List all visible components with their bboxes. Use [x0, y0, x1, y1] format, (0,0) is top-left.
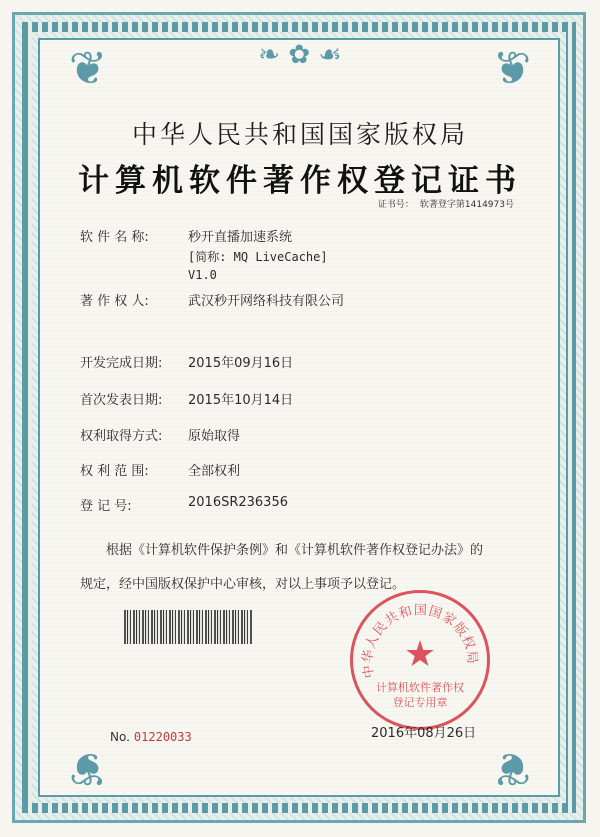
- corner-flourish-icon: ❦: [68, 41, 108, 95]
- scope-value: 全部权利: [188, 464, 241, 479]
- owner-label: 著 作 权 人:: [80, 294, 149, 309]
- software-name-row: [80, 226, 328, 282]
- serial-number: [110, 730, 192, 744]
- corner-flourish-icon: ❦: [492, 742, 532, 796]
- corner-flourish-icon: ❦: [68, 742, 108, 796]
- registration-number-row: [80, 495, 288, 514]
- official-seal: [350, 590, 490, 730]
- acquire-method-label: 权利取得方式:: [80, 429, 163, 444]
- barcode-image: [124, 610, 252, 644]
- registration-number-label: 登 记 号:: [80, 499, 132, 514]
- certificate-title: 计算机软件著作权登记证书: [78, 163, 522, 199]
- completion-date-row: [80, 352, 293, 371]
- software-name: 秒开直播加速系统: [188, 230, 293, 245]
- owner-value: 武汉秒开网络科技有限公司: [188, 294, 345, 309]
- software-name-label: 软 件 名 称:: [80, 230, 149, 245]
- seal-star-icon: ★: [403, 634, 437, 675]
- statement-line-1: 根据《计算机软件保护条例》和《计算机软件著作权登记办法》的: [106, 543, 484, 558]
- serial-number-value: 01220033: [133, 730, 192, 744]
- statement-line-2: 规定，经中国版权保护中心审核，对以上事项予以登记。: [80, 577, 406, 592]
- seal-line-2: 登记专用章: [392, 696, 448, 709]
- software-short-name: [简称: MQ LiveCache]: [188, 250, 328, 264]
- acquire-method-row: [80, 425, 240, 444]
- seal-line-1: 计算机软件著作权: [376, 681, 464, 694]
- publish-date-value: 2015年10月14日: [188, 393, 294, 408]
- owner-row: [80, 290, 344, 309]
- publish-date-label: 首次发表日期:: [80, 393, 163, 408]
- certificate-number-value: 软著登字第1414973号: [419, 200, 514, 210]
- scope-row: [80, 460, 240, 479]
- corner-flourish-icon: ❦: [492, 41, 532, 95]
- top-flourish-icon: ❧ ✿ ☙: [258, 40, 342, 70]
- issue-date: 2016年08月26日: [371, 726, 477, 741]
- acquire-method-value: 原始取得: [188, 429, 241, 444]
- completion-date-value: 2015年09月16日: [188, 356, 294, 371]
- registration-number-value: 2016SR236356: [188, 495, 288, 510]
- certificate-number-label: 证书号：: [377, 200, 414, 210]
- publish-date-row: [80, 389, 293, 408]
- issuing-agency: 中华人民共和国国家版权局: [131, 120, 468, 149]
- completion-date-label: 开发完成日期:: [80, 356, 163, 371]
- software-version: V1.0: [188, 268, 217, 282]
- certificate-number: [378, 197, 514, 210]
- serial-number-label: No.: [110, 730, 130, 744]
- seal-ring-label: 中华人民共和国国家版权局: [360, 603, 480, 680]
- scope-label: 权 利 范 围:: [80, 464, 149, 479]
- registration-statement: [80, 534, 540, 602]
